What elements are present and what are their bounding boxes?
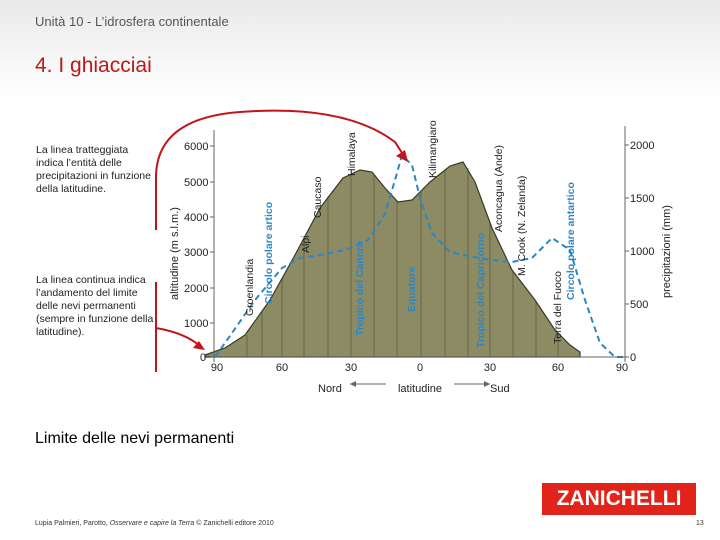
place-label: Tropico del Cancro (354, 240, 366, 336)
footer-credit (35, 520, 274, 527)
footer-authors: Lupia Palmieri, Parotto, (35, 520, 110, 527)
right-tick-label: 2000 (630, 140, 655, 152)
slide-title: 4. I ghiacciai (35, 54, 152, 77)
place-label: Terra del Fuoco (552, 271, 564, 344)
place-label: M. Cook (N. Zelanda) (516, 175, 528, 276)
x-label-center: latitudine (397, 383, 443, 395)
place-label: Tropico del Capricorno (475, 233, 487, 348)
place-label: Groenlandia (244, 258, 256, 316)
right-axis-tick-marks (625, 145, 629, 357)
note-solid-line: La linea continua indica l’andamento del limite delle nevi permanenti (sempre in funzione della latitudine). (36, 274, 154, 338)
slide-subtitle: Unità 10 - L’idrosfera continentale (35, 14, 229, 29)
x-label-north: Nord (318, 383, 342, 395)
x-tick-label: 60 (275, 362, 289, 374)
right-tick-label: 1000 (630, 246, 655, 258)
left-tick-label: 4000 (184, 212, 209, 224)
right-tick-label: 1500 (630, 193, 655, 205)
right-axis-label: precipitazioni (mm) (661, 205, 673, 298)
place-label: Aconcagua (Ande) (493, 145, 505, 232)
place-label: Alpi (300, 235, 312, 253)
arrow-left-head (350, 381, 356, 387)
place-label: Circolo polare artico (263, 201, 275, 304)
left-tick-label: 6000 (184, 141, 209, 153)
x-tick-label: 30 (483, 362, 497, 374)
place-label: Caucaso (312, 176, 324, 218)
left-tick-label: 2000 (184, 283, 209, 295)
left-tick-label: 5000 (184, 177, 209, 189)
x-label-south: Sud (490, 383, 510, 395)
footer-book-title: Osservare e capire la Terra (109, 520, 195, 527)
x-tick-label: 30 (344, 362, 358, 374)
place-label: Equatore (406, 266, 418, 312)
slide-caption: Limite delle nevi permanenti (35, 430, 235, 447)
x-tick-label: 60 (551, 362, 565, 374)
footer-publisher: © Zanichelli editore 2010 (194, 520, 274, 527)
left-axis-tick-marks (210, 146, 214, 357)
right-tick-label: 0 (630, 352, 637, 364)
page-number: 13 (696, 520, 704, 527)
place-label: Himalaya (346, 132, 358, 176)
note-dashed-line: La linea tratteggiata indica l’entità delle precipitazioni in funzione della latitudine. (36, 144, 151, 195)
zanichelli-logo: ZANICHELLI (542, 483, 696, 515)
left-tick-label: 3000 (184, 247, 209, 259)
x-tick-label: 90 (615, 362, 629, 374)
x-tick-label: 90 (210, 362, 224, 374)
place-label: Circolo polare antartico (565, 182, 577, 300)
place-label: Kilimangiaro (427, 120, 439, 178)
left-tick-label: 0 (200, 352, 207, 364)
x-tick-label: 0 (416, 362, 424, 374)
right-tick-label: 500 (630, 299, 649, 311)
left-axis-label: altitudine (m s.l.m.) (169, 207, 181, 300)
left-tick-label: 1000 (184, 318, 209, 330)
